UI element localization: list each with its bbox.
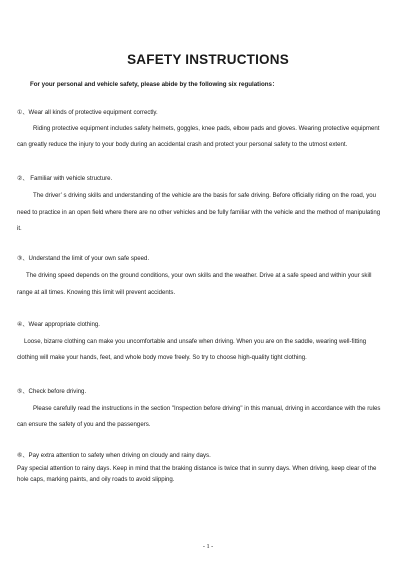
section-4-line-2: clothing will make your hands, feet, and whole body move freely. So try to choose high-quality tight clothing.	[17, 354, 307, 361]
section-5-line-1: Please carefully read the instructions in the section "Inspection before driving" in this manual, driving in accordance with the rules	[33, 405, 381, 412]
section-1-line-1: Riding protective equipment includes safety helmets, goggles, knee pads, elbow pads and gloves. Wearing protective equipment	[33, 125, 380, 132]
section-5-line-2: can ensure the safety of you and the passengers.	[17, 421, 151, 428]
section-5-heading: ⑤、Check before driving.	[17, 388, 87, 395]
section-2-line-3: it.	[17, 225, 22, 232]
page-subtitle: For your personal and vehicle safety, please abide by the following six regulations：	[30, 81, 279, 88]
section-6-line-1: Pay special attention to rainy days. Keep in mind that the braking distance is twice that in sunny days. When driving, keep clear of the	[17, 465, 377, 472]
section-1-line-2: can greatly reduce the injury to your body during an accidental crash and protect your personal safety to the utmost extent.	[17, 141, 348, 148]
section-6-line-2: hole caps, marking paints, and oily roads to avoid slipping.	[17, 476, 175, 483]
section-2-line-1: The driver’ s driving skills and understanding of the vehicle are the basis for safe driving. Before officially riding on the road, you	[33, 192, 377, 199]
page-title: SAFETY INSTRUCTIONS	[127, 52, 289, 67]
section-4-heading: ④、Wear appropriate clothing.	[17, 321, 100, 328]
page-number: - 1 -	[202, 543, 214, 550]
section-1-heading: ①、Wear all kinds of protective equipment correctly.	[17, 109, 158, 116]
section-6-heading: ⑥、Pay extra attention to safety when driving on cloudy and rainy days.	[17, 452, 211, 459]
section-3-line-1: The driving speed depends on the ground conditions, your own skills and the weather. Drive at a safe speed and within your skill	[26, 272, 372, 279]
section-4-line-1: Loose, bizarre clothing can make you uncomfortable and unsafe when driving. When you are on the saddle, wearing well-fitting	[24, 338, 367, 345]
section-3-heading: ③、Understand the limit of your own safe speed.	[17, 255, 150, 262]
section-2-heading: ②、 Familiar with vehicle structure.	[17, 175, 113, 182]
section-3-line-2: range at all times. Knowing this limit will prevent accidents.	[17, 289, 176, 296]
section-2-line-2: need to practice in an open field where there are no other vehicles and be fully familiar with the vehicle and the method of manipulating	[17, 209, 381, 216]
